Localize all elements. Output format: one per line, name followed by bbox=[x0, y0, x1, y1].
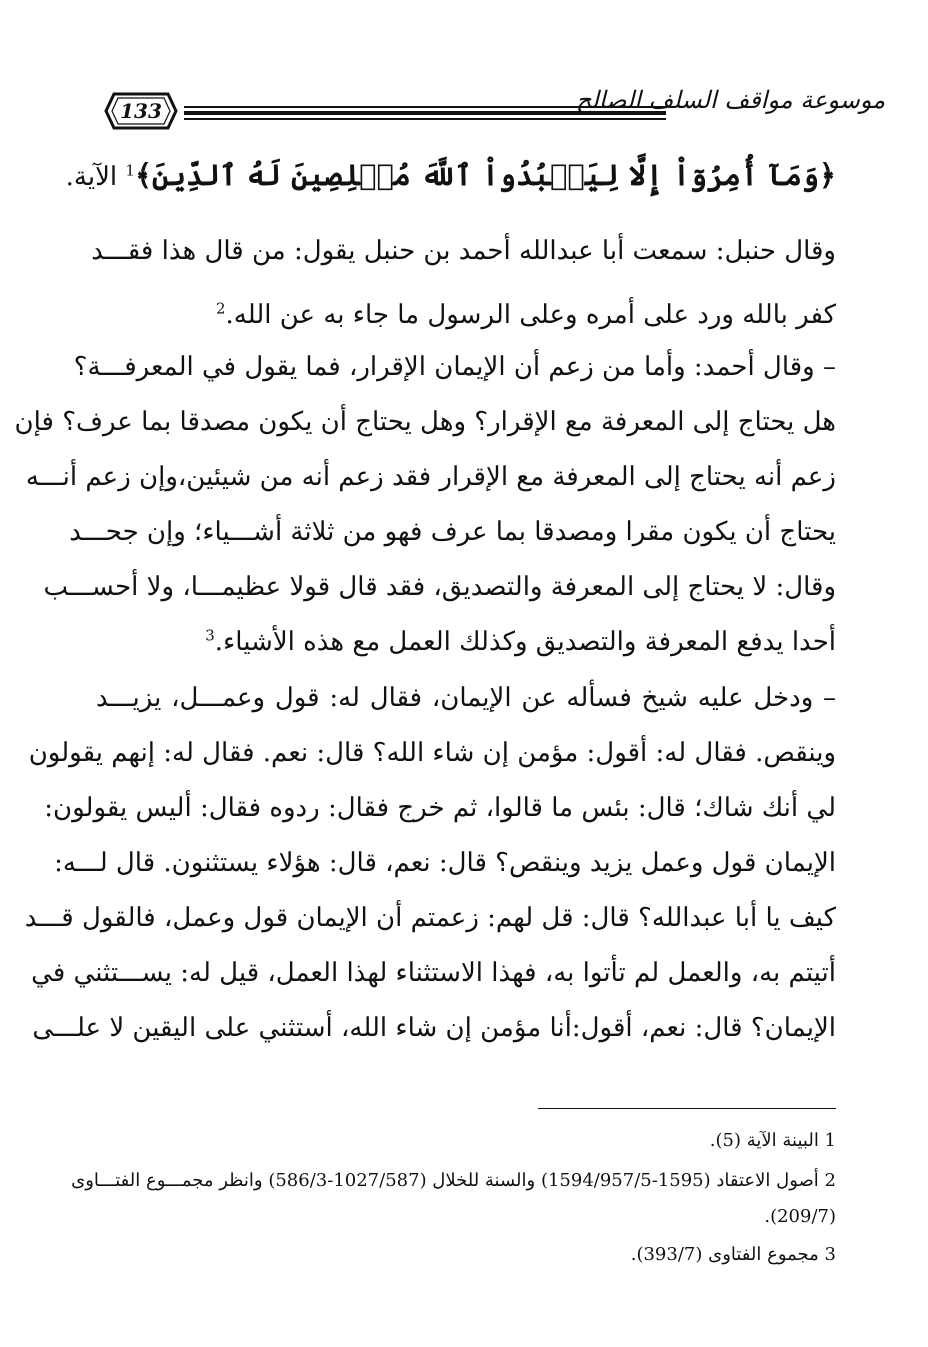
text-line bbox=[69, 507, 836, 557]
footnote-line: 3 مجموع الفتاوى (393/7). bbox=[630, 1244, 836, 1265]
line-text: وينقص. فقال له: أقول: مؤمن إن شاء الله؟ قال: نعم. فقال له: إنهم يقولون bbox=[28, 738, 836, 768]
text-line bbox=[96, 290, 836, 340]
footnote-line: 1 البينة الآية (5). bbox=[709, 1130, 836, 1151]
footnote-reference: 2 bbox=[215, 299, 226, 318]
line-text: وقال: لا يحتاج إلى المعرفة والتصديق، فقد قال قولا عظيمـــا، ولا أحســـب bbox=[43, 572, 836, 602]
line-text: هل يحتاج إلى المعرفة مع الإقرار؟ وهل يحتاج أن يكون مصدقا بما عرف؟ فإن bbox=[14, 407, 836, 437]
text-line bbox=[54, 838, 836, 888]
text-line bbox=[96, 617, 836, 667]
text-line bbox=[91, 226, 836, 276]
line-text: كفر بالله ورد على أمره وعلى الرسول ما جاء به عن الله. bbox=[225, 300, 836, 330]
line-text: وقال حنبل: سمعت أبا عبدالله أحمد بن حنبل يقول: من قال هذا فقـــد bbox=[91, 236, 836, 266]
quran-verse: ﴿وَمَآ أُمِرُوٓاْ إِلَّا لِيَعۡبُدُواْ ٱللَّهَ مُخۡلِصِينَ لَهُ ٱلدِّينَ﴾ bbox=[134, 158, 836, 192]
line-text: – وقال أحمد: وأما من زعم أن الإيمان الإقرار، فما يقول في المعرفـــة؟ bbox=[73, 352, 836, 382]
line-text: زعم أنه يحتاج إلى المعرفة مع الإقرار فقد زعم أنه من شيئين،وإن زعم أنـــه bbox=[25, 462, 836, 492]
footnote-reference: 3 bbox=[205, 626, 215, 645]
line-text: لي أنك شاك؛ قال: بئس ما قالوا، ثم خرج فقال: ردوه فقال: أليس يقولون: bbox=[44, 793, 836, 823]
page-header bbox=[96, 86, 886, 144]
line-text: أحدا يدفع المعرفة والتصديق وكذلك العمل مع هذه الأشياء. bbox=[214, 627, 836, 657]
line-text: الإيمان قول وعمل يزيد وينقص؟ قال: نعم، قال: هؤلاء يستثنون. قال لـــه: bbox=[54, 848, 836, 878]
text-line bbox=[44, 783, 836, 833]
page-number-badge bbox=[104, 90, 178, 132]
text-line bbox=[28, 728, 836, 778]
page-number: 133 bbox=[120, 99, 162, 123]
text-line bbox=[14, 397, 836, 447]
text-line bbox=[24, 893, 836, 943]
footnote-line: 2 أصول الاعتقاد (1595-1594/957/5) والسنة للخلال (1027/587-586/3) وانظر مجمـــوع الفتـــاوى bbox=[71, 1170, 836, 1191]
line-text: الآية. bbox=[65, 162, 126, 192]
text-line bbox=[32, 1003, 836, 1053]
line-text: أتيتم به، والعمل لم تأتوا به، فهذا الاستثناء لهذا العمل، قيل له: يســـتثني في bbox=[31, 958, 836, 988]
line-text: يحتاج أن يكون مقرا ومصدقا بما عرف فهو من ثلاثة أشـــياء؛ وإن جحـــد bbox=[69, 517, 836, 547]
book-title: موسوعة مواقف السلف الصالح bbox=[576, 86, 886, 114]
line-text: الإيمان؟ قال: نعم، أقول:أنا مؤمن إن شاء الله، أستثني على اليقين لا علـــى bbox=[32, 1013, 836, 1043]
text-line bbox=[31, 948, 836, 998]
footnote-divider bbox=[538, 1108, 836, 1109]
footnote-reference: 1 bbox=[125, 161, 135, 180]
line-text: – ودخل عليه شيخ فسأله عن الإيمان، فقال له: قول وعمـــل، يزيـــد bbox=[96, 683, 836, 713]
line-text: كيف يا أبا عبدالله؟ قال: قل لهم: زعمتم أن الإيمان قول وعمل، فالقول قـــد bbox=[24, 903, 836, 933]
text-line bbox=[73, 342, 836, 392]
footnote-line: (209/7). bbox=[764, 1206, 836, 1227]
text-line bbox=[96, 673, 836, 723]
text-line bbox=[25, 452, 836, 502]
text-line bbox=[43, 562, 836, 612]
text-line bbox=[65, 150, 836, 200]
